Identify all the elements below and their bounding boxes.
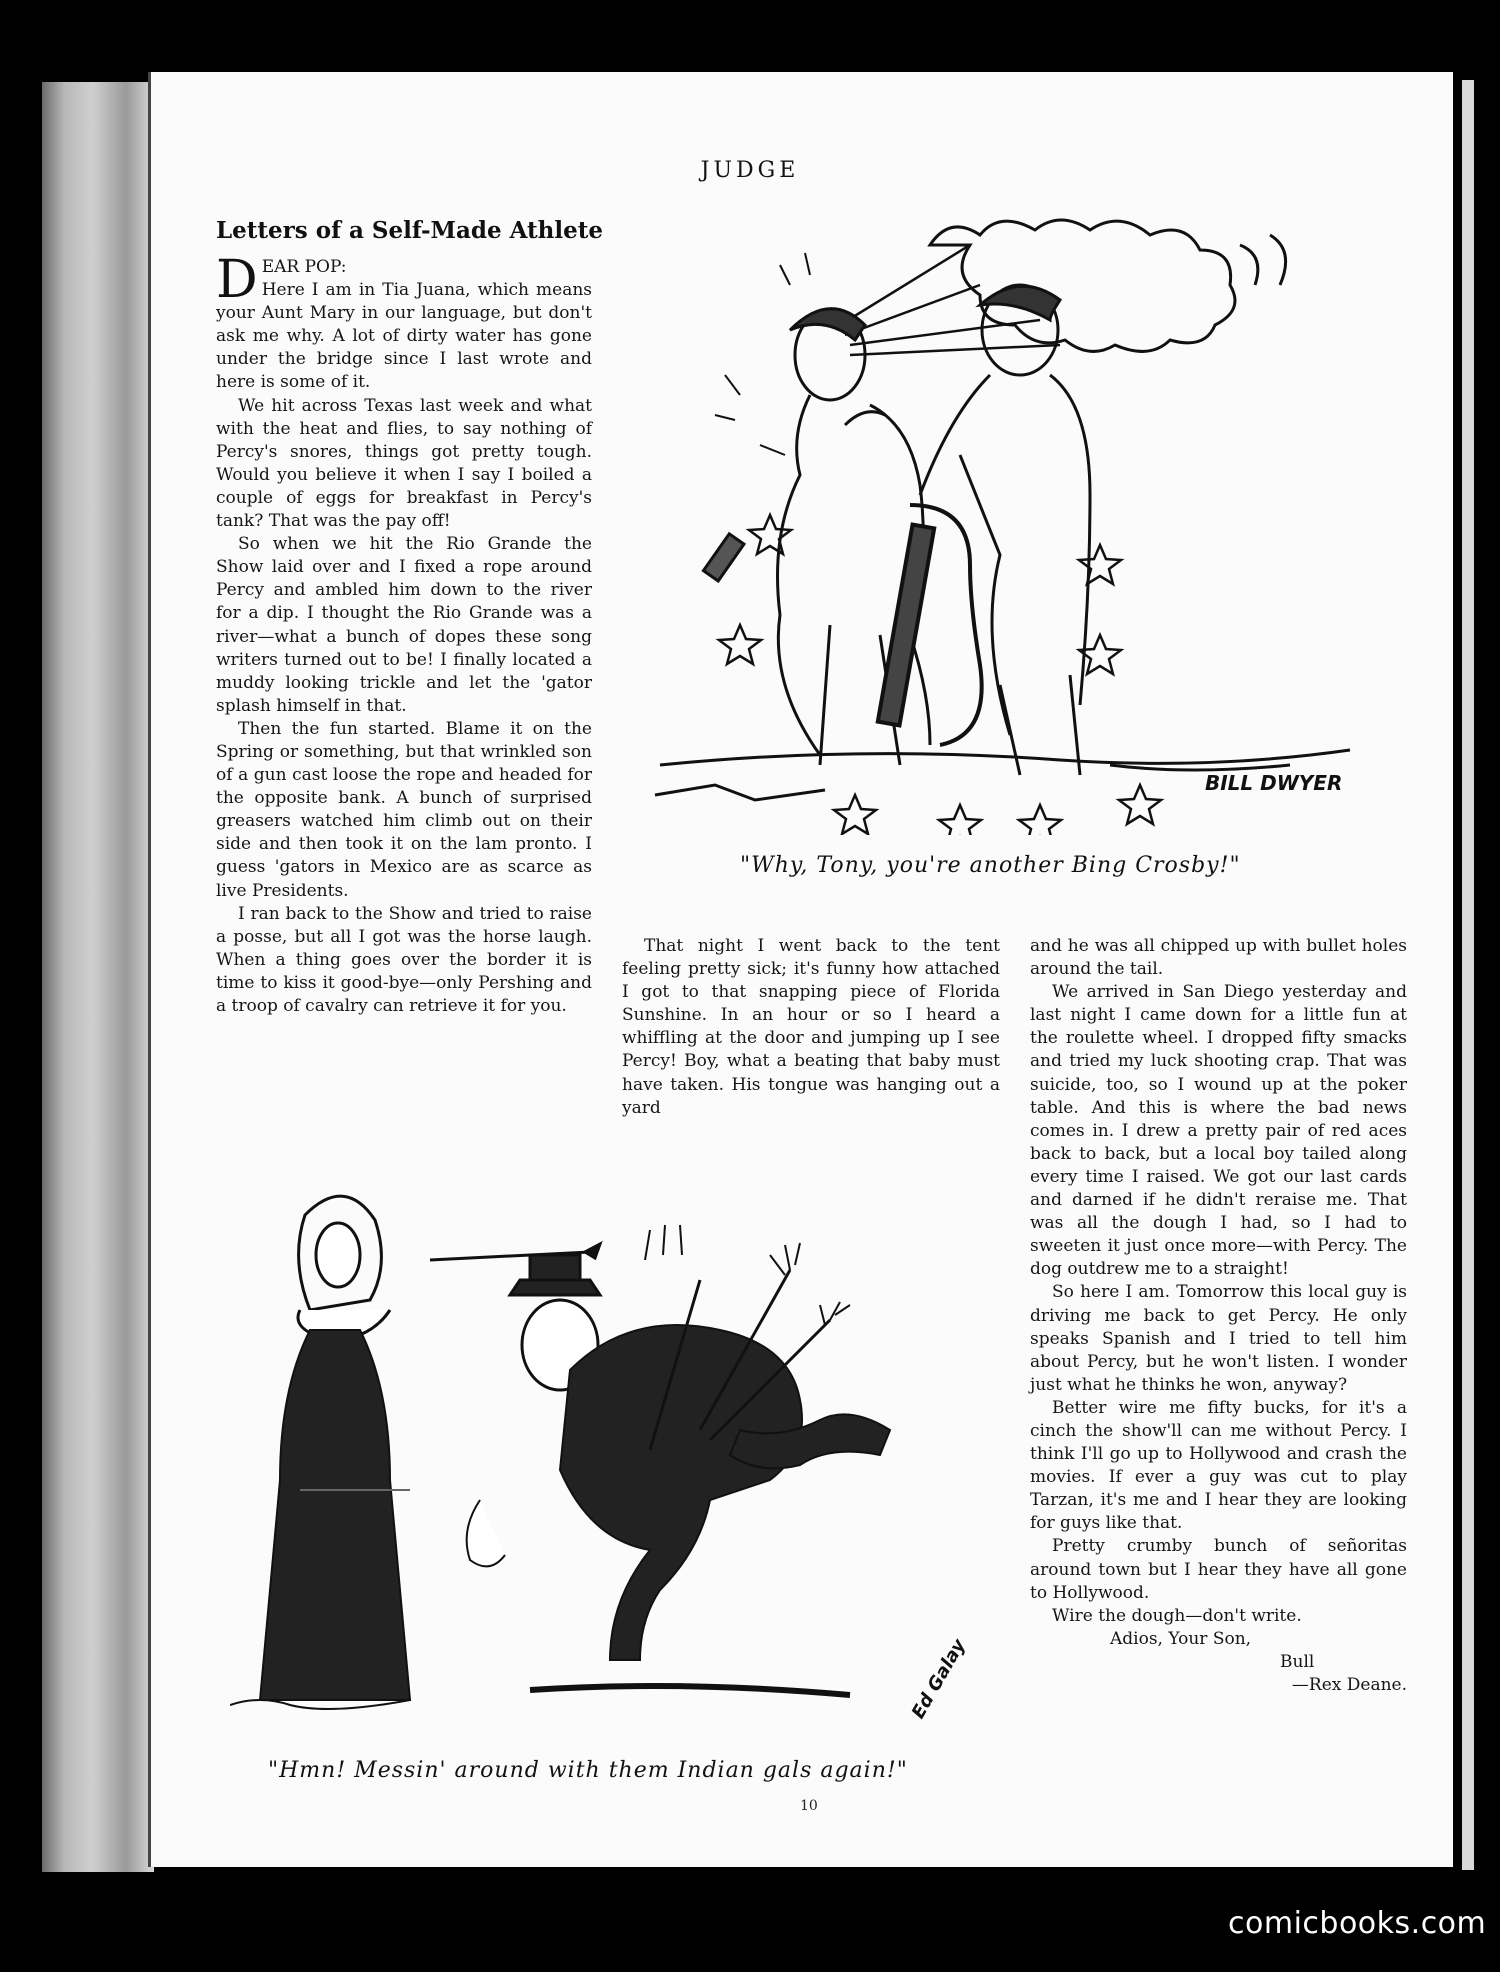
next-page-edge bbox=[1462, 80, 1474, 1870]
paragraph: and he was all chipped up with bullet holes around the tail. bbox=[1030, 936, 1407, 980]
paragraph: Pretty crumby bunch of señoritas around town but I hear they have all gone to Hollywood. bbox=[1030, 1536, 1407, 1603]
magazine-header: JUDGE bbox=[700, 158, 800, 183]
cartoon-jackhammer bbox=[640, 205, 1375, 835]
paragraph: So here I am. Tomorrow this local guy is driving me back to get Percy. He only speaks Spanish and I tried to tell him about Percy, but he won't listen. I wonder just what he thinks he won, anyway? bbox=[1030, 1282, 1407, 1395]
page-number: 10 bbox=[800, 1798, 818, 1814]
paragraph: So when we hit the Rio Grande the Show laid over and I fixed a rope around Percy and ambled him down to the river for a dip. I thought the Rio Grande was a river—what a bunch of dopes these song writers turned out to be! I finally located a muddy looking trickle and let the 'gator splash himself in that. bbox=[216, 534, 592, 716]
watermark: comicbooks.com bbox=[1228, 1906, 1487, 1941]
paragraph: Wire the dough—don't write. bbox=[1052, 1605, 1302, 1626]
salutation bbox=[216, 250, 592, 395]
drop-cap: D bbox=[216, 250, 258, 310]
book-page-stack bbox=[42, 82, 154, 1872]
cartoon-signature: BILL DWYER bbox=[1205, 771, 1343, 795]
cartoon-caption: "Hmn! Messin' around with them Indian gals again!" bbox=[268, 1758, 908, 1783]
paragraph: We hit across Texas last week and what with the heat and flies, to say nothing of Percy's snores, things got pretty tough. Would you believe it when I say I boiled a couple of eggs for breakfast in Percy's tank? That was the pay off! bbox=[216, 395, 592, 532]
article-column-2 bbox=[622, 935, 1000, 1120]
closing: Adios, Your Son, bbox=[1110, 1628, 1252, 1649]
article-title: Letters of a Self-Made Athlete bbox=[216, 217, 604, 244]
cartoon-signature: Ed Galay bbox=[907, 1635, 970, 1723]
salutation-text: EAR POP: bbox=[261, 257, 347, 277]
article-column-3 bbox=[1030, 935, 1407, 1697]
signoff-name: Bull bbox=[1280, 1651, 1315, 1672]
cartoon-pilgrim-arrows bbox=[230, 1170, 1000, 1760]
paragraph: Here I am in Tia Juana, which means your Aunt Mary in our language, but don't ask me why. A lot of dirty water has gone under the bridge since I last wrote and here is some of it. bbox=[216, 280, 592, 393]
byline: —Rex Deane. bbox=[1291, 1675, 1407, 1695]
paragraph: Better wire me fifty bucks, for it's a cinch the show'll can me without Percy. I think I'll go up to Hollywood and crash the movies. If ever a guy was cut to play Tarzan, it's me and I hear they are looking for guys like that. bbox=[1030, 1397, 1407, 1534]
article-column-1 bbox=[216, 250, 592, 1018]
paragraph: Then the fun started. Blame it on the Spring or something, but that wrinkled son of a gun cast loose the rope and headed for the opposite bank. A bunch of surprised greasers watched him climb out on their side and then took it on the lam pronto. I guess 'gators in Mexico are as scarce as live Presidents. bbox=[216, 718, 592, 901]
paragraph: I ran back to the Show and tried to raise a posse, but all I got was the horse laugh. When a thing goes over the border it is time to kiss it good-bye—only Pershing and a troop of cavalry can retrieve it for you. bbox=[216, 903, 592, 1016]
cartoon-caption: "Why, Tony, you're another Bing Crosby!" bbox=[740, 853, 1241, 878]
paragraph: We arrived in San Diego yesterday and last night I came down for a little fun at the roulette wheel. I dropped fifty smacks and tried my luck shooting crap. That was suicide, too, so I wound up at the poker table. And this is where the bad news comes in. I drew a pretty pair of red aces back to back, but a local boy tailed along every time I raised. We got our last cards and darned if he didn't reraise me. That was all the dough I had, so I had to sweeten it just once more—with Percy. The dog outdrew me to a straight! bbox=[1030, 982, 1407, 1280]
paragraph: That night I went back to the tent feeling pretty sick; it's funny how attached I got to that snapping piece of Florida Sunshine. In an hour or so I heard a whiffling at the door and jumping up I see Percy! Boy, what a beating that baby must have taken. His tongue was hanging out a yard bbox=[622, 936, 1000, 1118]
